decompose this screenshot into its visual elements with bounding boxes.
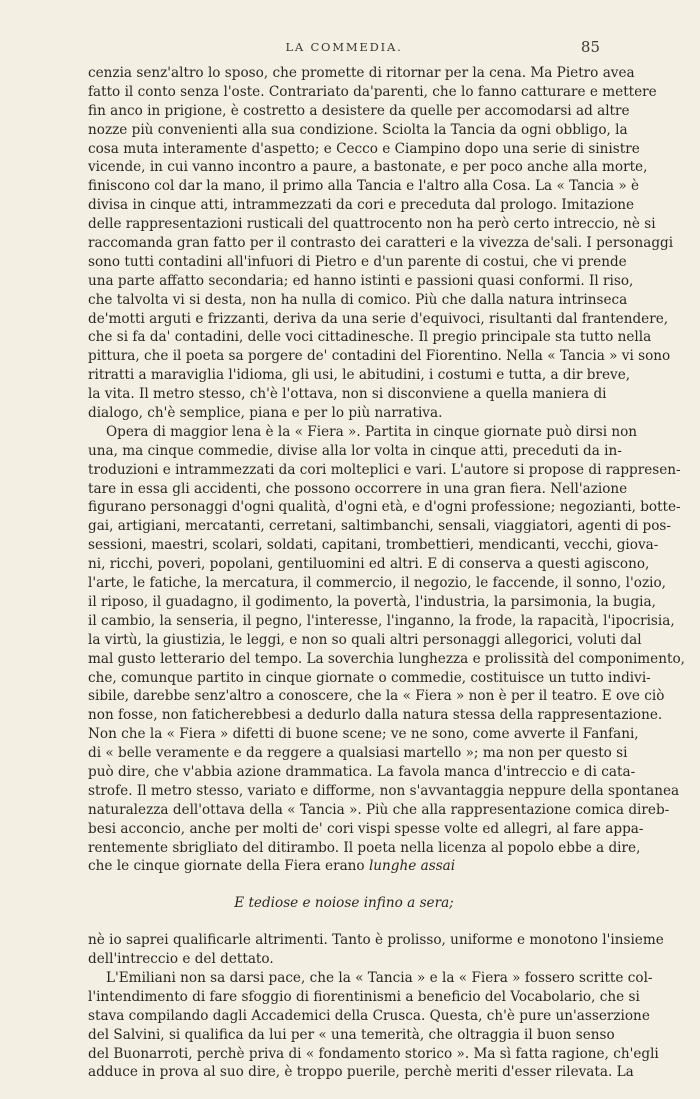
text-line: il riposo, il guadagno, il godimento, la povertà, l'industria, la parsimonia, la bugia, xyxy=(88,593,656,610)
text-line: vicende, in cui vanno incontro a paure, a bastonate, e per poco anche alla morte, xyxy=(88,159,648,176)
text-line: sibile, darebbe senz'altro a conoscere, che la « Fiera » non è per il teatro. E ove ciò xyxy=(88,688,665,705)
running-header xyxy=(88,40,600,60)
text-line: strofe. Il metro stesso, variato e difforme, non s'avvantaggia neppure della spontanea xyxy=(88,782,680,799)
text-line: mal gusto letterario del tempo. La soverchia lunghezza e prolissità del componimento, xyxy=(88,650,685,667)
text-line: besi acconcio, anche per molti de' cori vispi spesse volte ed allegri, al fare appa- xyxy=(88,820,644,837)
text-line: l'arte, le fatiche, la mercatura, il commercio, il negozio, le faccende, il sonno, l'ozio, xyxy=(88,575,666,592)
text-line: tare in essa gli accidenti, che possono occorrere in una gran fiera. Nell'azione xyxy=(88,480,628,497)
text-line: cosa muta interamente d'aspetto; e Cecco e Ciampino dopo una serie di sinistre xyxy=(88,140,640,157)
body-text xyxy=(88,64,685,1082)
text-line: di « belle veramente e da reggere a qualsiasi martello »; ma non per questo si xyxy=(88,745,628,762)
text-line: una, ma cinque commedie, divise alla lor volta in cinque atti, preceduti da in- xyxy=(88,442,622,459)
paragraph-end-line: dell'intreccio e del dettato. xyxy=(88,951,274,968)
text-line: de'motti arguti e frizzanti, deriva da una serie d'equivoci, risultanti dal frantendere, xyxy=(88,310,669,327)
text-line: cenzia senz'altro lo sposo, che promette di ritornar per la cena. Ma Pietro avea xyxy=(88,65,635,81)
page-number: 85 xyxy=(580,38,600,56)
text-line: che talvolta vi si desta, non ha nulla di comico. Più che dalla natura intrinseca xyxy=(88,291,628,308)
text-line: divisa in cinque atti, intrammezzati da cori e preceduta dal prologo. Imitazione xyxy=(88,197,635,214)
paragraph-end-line: dialogo, ch'è semplice, piana e per lo più narrativa. xyxy=(88,405,443,422)
text-line: finiscono col dar la mano, il primo alla Tancia e l'altro alla Cosa. La « Tancia » è xyxy=(88,178,640,195)
text-line: raccomanda gran fatto per il contrasto dei caratteri e la vivezza de'sali. I personaggi xyxy=(88,235,674,252)
text-line: fatto il conto senza l'oste. Contrariato da'parenti, che lo fanno catturare e mettere xyxy=(88,83,657,100)
text-line: sessioni, maestri, scolari, soldati, capitani, trombettieri, mendicanti, vecchi, giova- xyxy=(88,537,659,554)
text-line: stava compilando dagli Accademici della Crusca. Questa, ch'è pure un'asserzione xyxy=(88,1007,650,1024)
text-line: naturalezza dell'ottava della « Tancia ». Più che alla rappresentazione comica direb- xyxy=(88,801,670,818)
spacer xyxy=(88,913,600,931)
running-title: LA COMMEDIA. xyxy=(285,40,403,54)
text-line: l'intendimento di fare sfoggio di fiorentinismi a beneficio del Vocabolario, che si xyxy=(88,988,640,1005)
text-line: che si fa da' contadini, delle voci cittadinesche. Il pregio principale sta tutto nella xyxy=(88,329,652,346)
paragraph-start-line: L'Emiliani non sa darsi pace, che la « Tancia » e la « Fiera » fossero scritte col- xyxy=(106,969,653,986)
paragraph-start-line: Opera di maggior lena è la « Fiera ». Partita in cinque giornate può dirsi non xyxy=(106,423,638,440)
text-line: Non che la « Fiera » difetti di buone scene; ve ne sono, come avverte il Fanfani, xyxy=(88,726,639,743)
text-line: ritratti a maraviglia l'idioma, gli usi, le abitudini, i costumi e tutta, a dir breve, xyxy=(88,367,631,384)
text-line: pittura, che il poeta sa porgere de' contadini del Fiorentino. Nella « Tancia » vi sono xyxy=(88,348,671,365)
text-line: fin anco in prigione, è costretto a desistere da quelle per accomodarsi ad altre xyxy=(88,102,630,119)
text-line: troduzioni e intrammezzati da cori molteplici e vari. L'autore si propose di rappresen- xyxy=(88,461,681,478)
text-line: del Buonarroti, perchè priva di « fondamento storico ». Ma sì fatta ragione, ch'egli xyxy=(88,1045,659,1062)
text-line: non fosse, non faticherebbesi a dedurlo dalla natura stessa della rappresentazione. xyxy=(88,707,663,724)
text-line: la virtù, la giustizia, le leggi, e non so quali altri personaggi allegorici, voluti dal xyxy=(88,631,642,648)
text-line-with-italic xyxy=(88,857,600,876)
text-line: ni, ricchi, poveri, popolani, gentiluomini ed altri. E di conserva a questi agiscono, xyxy=(88,556,650,573)
text-line: una parte affatto secondaria; ed hanno istinti e passioni quasi conformi. Il riso, xyxy=(88,272,634,289)
text-line: gai, artigiani, mercatanti, cerretani, saltimbanchi, sensali, viaggiatori, agenti di pos- xyxy=(88,518,671,535)
text-line: che, comunque partito in cinque giornate o commedie, costituisce un tutto indivi- xyxy=(88,669,651,686)
text-line: delle rappresentazioni rusticali del quattrocento non ha però certo intreccio, nè si xyxy=(88,216,656,233)
italic-phrase: lunghe assai xyxy=(368,858,456,875)
text-line: nè io saprei qualificarle altrimenti. Tanto è prolisso, uniforme e monotono l'insieme xyxy=(88,932,664,949)
text-line: può dire, che v'abbia azione drammatica. La favola manca d'intreccio e di cata- xyxy=(88,763,636,780)
text-line: rentemente sbrigliato del ditirambo. Il poeta nella licenza al popolo ebbe a dire, xyxy=(88,839,641,856)
quoted-verse: E tediose e noiose infino a sera; xyxy=(234,895,454,912)
text-line: del Salvini, si qualifica da lui per « una temerità, che oltraggia il buon senso xyxy=(88,1026,615,1043)
text-line: figurano personaggi d'ogni qualità, d'ogni età, e d'ogni professione; negozianti, botte- xyxy=(88,499,681,516)
spacer xyxy=(88,876,600,894)
text-line: la vita. Il metro stesso, ch'è l'ottava, non si disconviene a quella maniera di xyxy=(88,386,607,403)
text-line: adduce in prova al suo dire, è troppo puerile, perchè meriti d'esser rilevata. La xyxy=(88,1064,634,1081)
text-line: nozze più convenienti alla sua condizione. Sciolta la Tancia da ogni obbligo, la xyxy=(88,121,628,138)
line-text: che le cinque giornate della Fiera erano xyxy=(88,858,365,875)
text-line: sono tutti contadini all'infuori di Pietro e d'un parente di costui, che vi prende xyxy=(88,253,627,270)
text-line: il cambio, la senseria, il pegno, l'interesse, l'inganno, la frode, la rapacità, l'ipocrisia, xyxy=(88,612,675,629)
